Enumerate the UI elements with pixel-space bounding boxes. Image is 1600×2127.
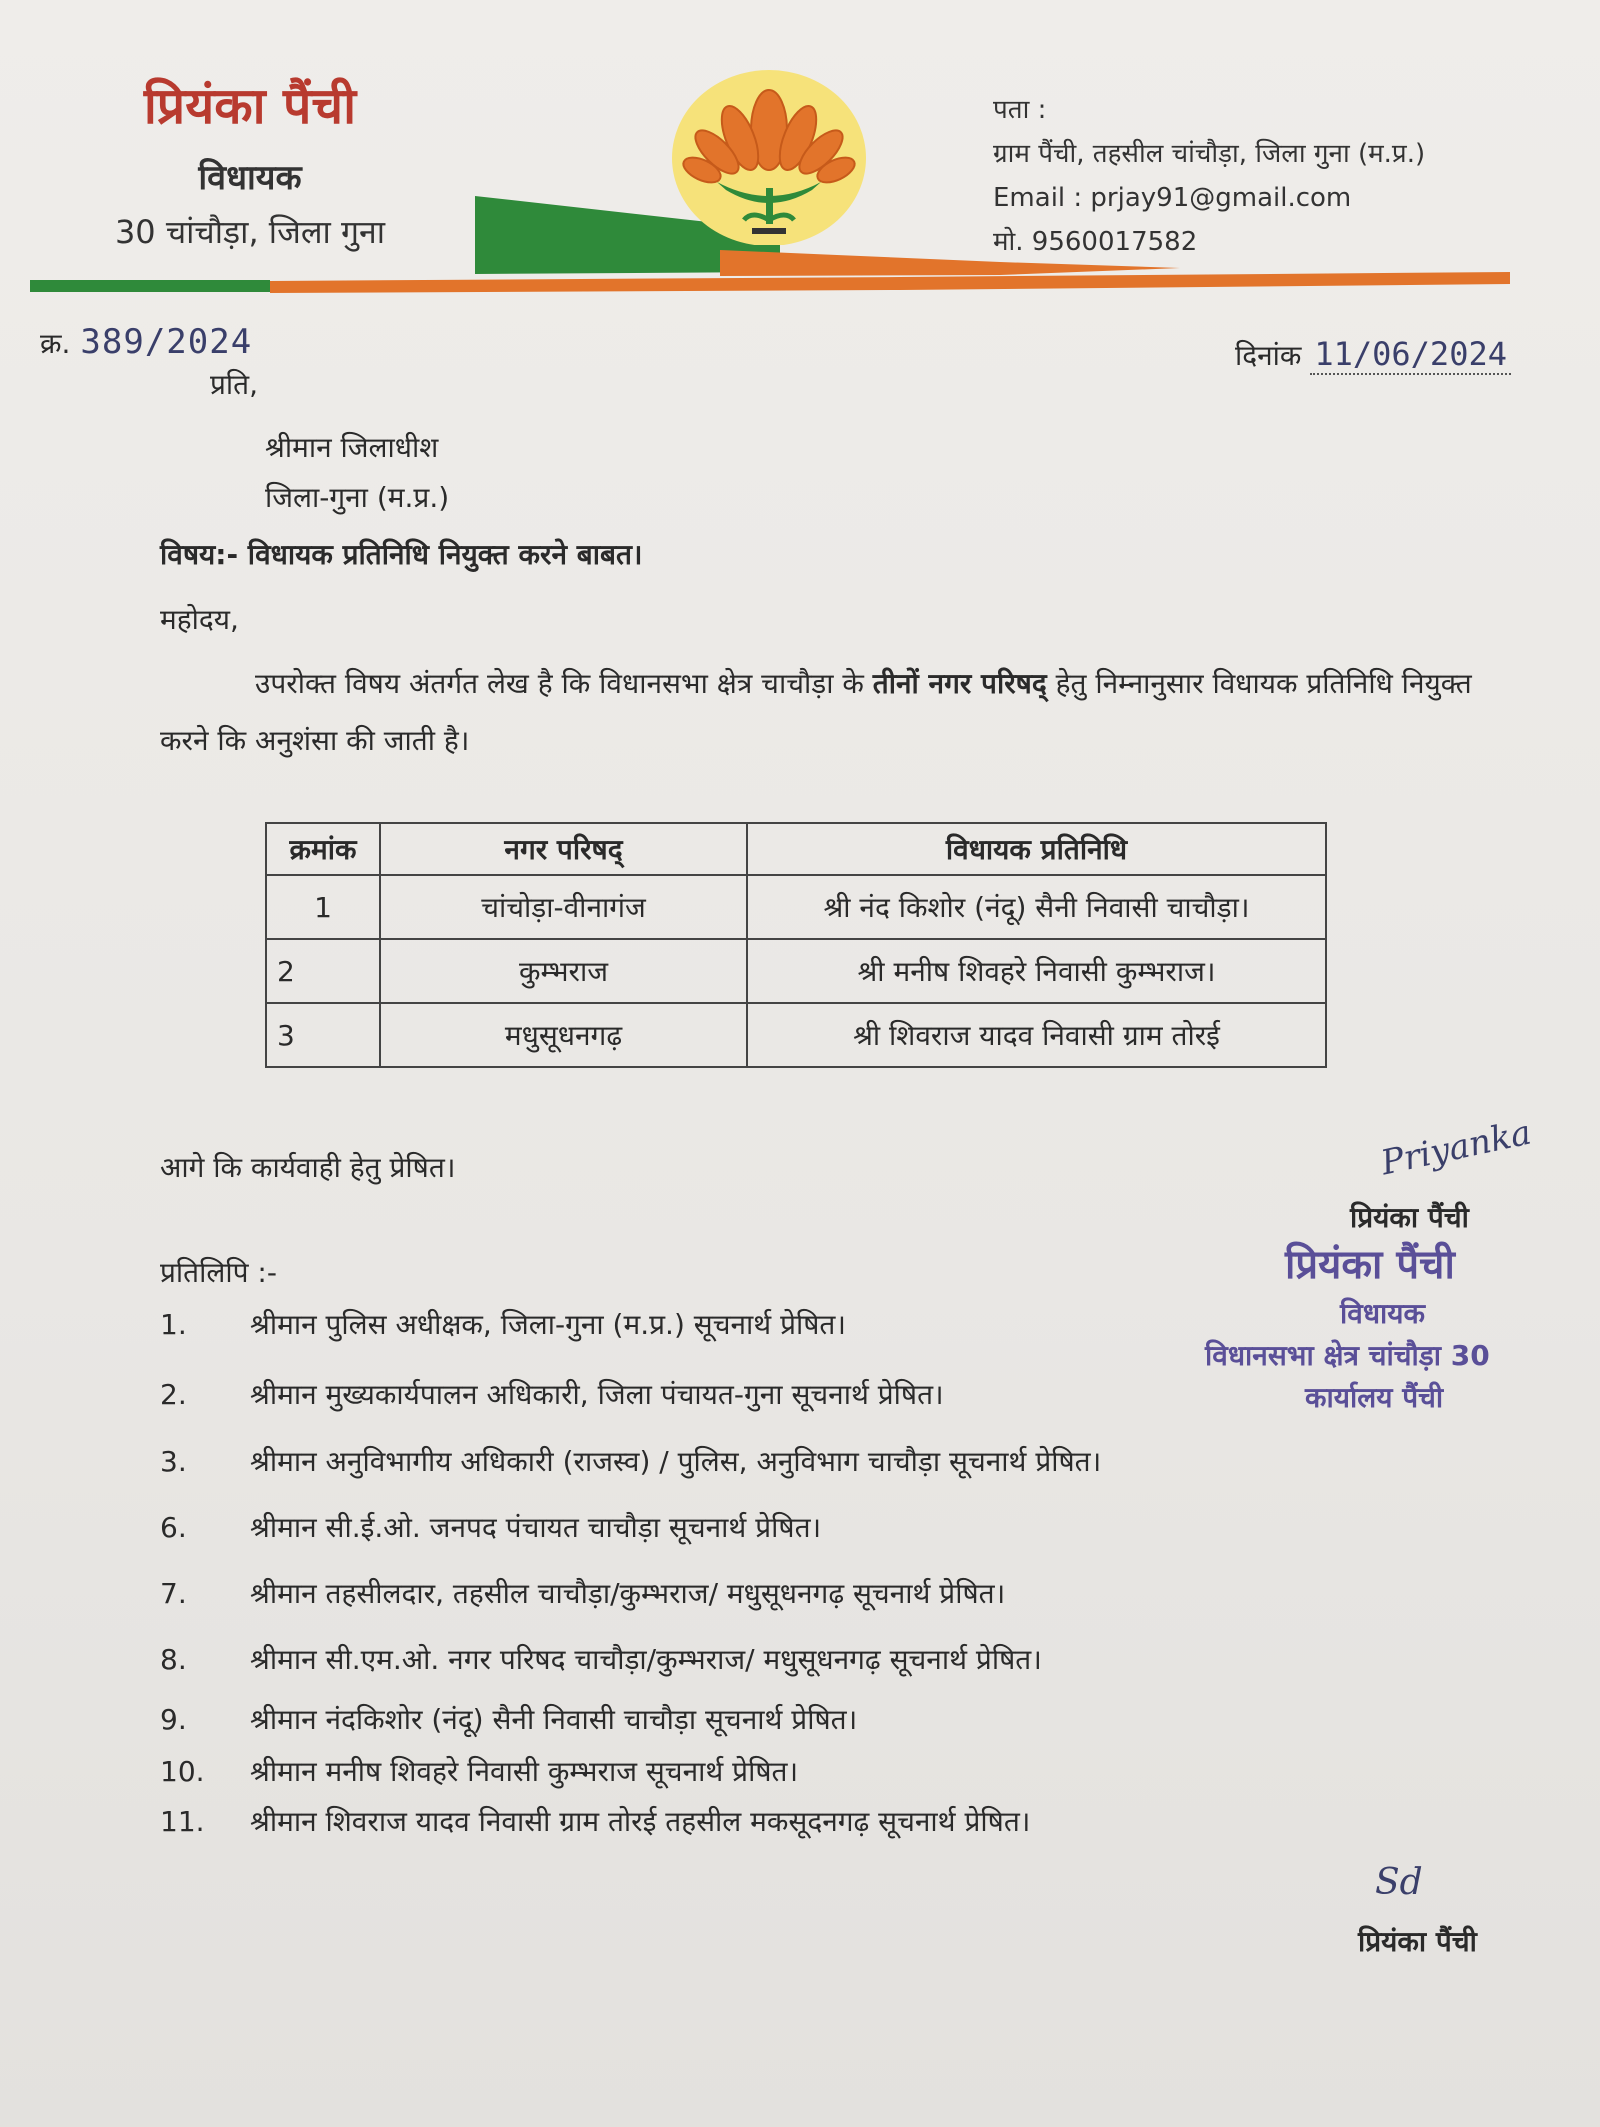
list-item <box>160 1752 798 1790</box>
table-cell: चांचोड़ा-वीनागंज <box>380 875 747 939</box>
copy-label: प्रतिलिपि :- <box>160 1256 277 1289</box>
table-cell: मधुसूधनगढ़ <box>380 1003 747 1067</box>
list-item <box>160 1375 944 1413</box>
date-label: दिनांक <box>1235 339 1302 372</box>
table-row <box>266 1003 1326 1067</box>
letterhead-constituency: 30 चांचौड़ा, जिला गुना <box>114 213 386 251</box>
reference-value: 389/2024 <box>80 322 253 362</box>
list-text: श्रीमान तहसीलदार, तहसील चाचौड़ा/कुम्भराज/ मधुसूधनगढ़ सूचनार्थ प्रेषित। <box>250 1577 1006 1610</box>
list-text: श्रीमान अनुविभागीय अधिकारी (राजस्व) / पुलिस, अनुविभाग चाचौड़ा सूचनार्थ प्रेषित। <box>250 1445 1102 1478</box>
body-paragraph <box>160 655 1510 769</box>
subject-line: विषय:- विधायक प्रतिनिधि नियुक्त करने बाबत। <box>160 538 643 571</box>
letter-date <box>1235 335 1511 374</box>
list-text: श्रीमान शिवराज यादव निवासी ग्राम तोरई तहसील मकसूदनगढ़ सूचनार्थ प्रेषित। <box>250 1805 1031 1838</box>
table-row <box>266 875 1326 939</box>
table-cell: श्री मनीष शिवहरे निवासी कुम्भराज। <box>747 939 1326 1003</box>
list-text: श्रीमान सी.ई.ओ. जनपद पंचायत चाचौड़ा सूचनार्थ प्रेषित। <box>250 1511 822 1544</box>
lotus-logo-icon <box>672 70 867 245</box>
recipient-line2: जिला-गुना (म.प्र.) <box>265 481 450 514</box>
table-cell: श्री नंद किशोर (नंदू) सैनी निवासी चाचौड़ा। <box>747 875 1326 939</box>
footer-signature-scribble: Sd <box>1375 1862 1423 1903</box>
recipient-line1: श्रीमान जिलाधीश <box>265 431 439 464</box>
table-cell: 2 <box>266 939 380 1003</box>
list-number: 2. <box>160 1378 187 1411</box>
list-number: 10. <box>160 1755 205 1788</box>
official-stamp <box>1205 1235 1595 1416</box>
list-text: श्रीमान मनीष शिवहरे निवासी कुम्भराज सूचनार्थ प्रेषित। <box>250 1755 799 1788</box>
list-item <box>160 1442 1101 1480</box>
list-text: श्रीमान सी.एम.ओ. नगर परिषद चाचौड़ा/कुम्भराज/ मधुसूधनगढ़ सूचनार्थ प्रेषित। <box>250 1643 1042 1676</box>
list-item <box>160 1640 1042 1678</box>
list-item <box>160 1305 846 1343</box>
footer-signatory-name: प्रियंका पैंची <box>1358 1925 1477 1958</box>
letterhead-role: विधायक <box>198 158 302 198</box>
table-cell: 1 <box>266 875 380 939</box>
letterhead-name: प्रियंका पैंची <box>143 76 357 135</box>
reference-label: क्र. <box>40 327 71 360</box>
list-item <box>160 1508 821 1546</box>
salutation: महोदय, <box>160 603 239 636</box>
table-header: नगर परिषद् <box>380 823 747 875</box>
body-bold: तीनों नगर परिषद् <box>872 667 1047 700</box>
signatory-name: प्रियंका पैंची <box>1350 1201 1469 1234</box>
table-cell: 3 <box>266 1003 380 1067</box>
stamp-constituency: विधानसभा क्षेत्र चांचौड़ा 30 <box>1205 1339 1490 1372</box>
table-cell: श्री शिवराज यादव निवासी ग्राम तोरई <box>747 1003 1326 1067</box>
address-line: ग्राम पैंची, तहसील चांचौड़ा, जिला गुना (म.प्र.) <box>993 139 1426 169</box>
list-number: 3. <box>160 1445 187 1478</box>
list-number: 1. <box>160 1308 187 1341</box>
email-line: Email : prjay91@gmail.com <box>993 183 1352 213</box>
list-text: श्रीमान पुलिस अधीक्षक, जिला-गुना (म.प्र.) सूचनार्थ प्रेषित। <box>250 1308 847 1341</box>
recipient-prefix: प्रति, <box>210 368 259 401</box>
table-header-row <box>266 823 1326 875</box>
list-number: 7. <box>160 1577 187 1610</box>
table-header: विधायक प्रतिनिधि <box>747 823 1326 875</box>
letterhead-address-block <box>993 88 1425 264</box>
stamp-role: विधायक <box>1340 1297 1426 1330</box>
date-value: 11/06/2024 <box>1310 335 1511 375</box>
table-cell: कुम्भराज <box>380 939 747 1003</box>
handwritten-signature: Priyanka <box>1377 1112 1535 1184</box>
table-row <box>266 939 1326 1003</box>
stamp-office: कार्यालय पैंची <box>1305 1381 1444 1414</box>
body-part2: हेतु निम्नानुसार विधायक प्रतिनिधि नियुक्त करने कि अनुशंसा की जाती है। <box>160 667 1472 757</box>
forward-note: आगे कि कार्यवाही हेतु प्रेषित। <box>160 1151 456 1184</box>
body-part1: उपरोक्त विषय अंतर्गत लेख है कि विधानसभा क्षेत्र चाचौड़ा के <box>255 667 873 700</box>
list-text: श्रीमान नंदकिशोर (नंदू) सैनी निवासी चाचौड़ा सूचनार्थ प्रेषित। <box>250 1703 858 1736</box>
list-item <box>160 1802 1030 1840</box>
representative-table <box>265 822 1327 1068</box>
table-header: क्रमांक <box>266 823 380 875</box>
list-number: 6. <box>160 1511 187 1544</box>
stamp-name: प्रियंका पैंची <box>1285 1241 1455 1288</box>
list-item <box>160 1574 1005 1612</box>
list-number: 9. <box>160 1703 187 1736</box>
reference-number <box>40 322 252 362</box>
mobile-line: मो. 9560017582 <box>993 227 1198 257</box>
list-text: श्रीमान मुख्यकार्यपालन अधिकारी, जिला पंचायत-गुना सूचनार्थ प्रेषित। <box>250 1378 944 1411</box>
address-label: पता : <box>993 95 1047 125</box>
list-item <box>160 1700 857 1738</box>
list-number: 11. <box>160 1805 205 1838</box>
list-number: 8. <box>160 1643 187 1676</box>
